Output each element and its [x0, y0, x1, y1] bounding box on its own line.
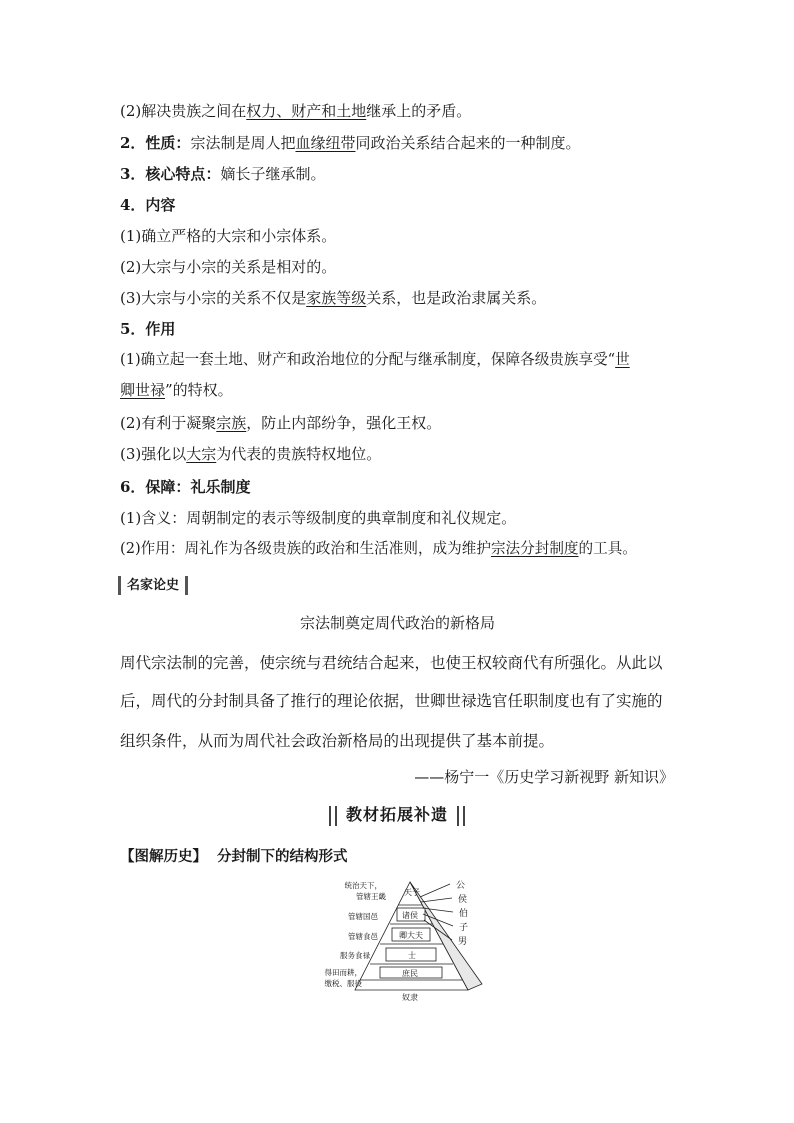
pyramid-note: 缴税、服役	[324, 979, 362, 988]
text-segment: ”的特权。	[165, 381, 233, 399]
underlined-text: 家族等级	[306, 289, 367, 307]
text-line-10	[120, 380, 233, 400]
quote-line: 组织条件，从而为周代社会政治新格局的出现提供了基本前提。	[120, 732, 555, 750]
figure-title	[120, 845, 348, 866]
quote-title: 宗法制奠定周代政治的新格局	[299, 614, 495, 632]
figure-caption: 分封制下的结构形式	[217, 849, 348, 865]
text-segment: (3)强化以	[120, 445, 187, 463]
text-line-14	[120, 508, 516, 528]
text-line-1	[120, 101, 471, 121]
text-segment: (2)作用：周礼作为各级贵族的政治和生活准则，成为维护	[120, 540, 491, 557]
pyramid-note: 统治天下，	[344, 881, 382, 890]
pyramid-note: 管辖国邑	[348, 912, 378, 921]
text-segment: (1)确立起一套土地、财产和政治地位的分配与继承制度，保障各级贵族享受“	[120, 351, 616, 368]
pyramid-diagram	[300, 872, 500, 1007]
underlined-text: 世	[615, 351, 630, 368]
item-label: 6．保障：	[120, 478, 191, 496]
pyramid-level-label: 卿大夫	[399, 931, 423, 940]
rank-label: 男	[458, 937, 468, 947]
item-label: 4．内容	[120, 196, 176, 214]
text-segment: (1)确立严格的大宗和小宗体系。	[120, 227, 337, 245]
item-label: 5．作用	[120, 320, 176, 338]
text-segment: 同政治关系结合起来的一种制度。	[355, 134, 581, 152]
text-segment: (3)大宗与小宗的关系不仅是	[120, 289, 307, 307]
section-tag: 名家论史	[118, 576, 188, 595]
text-line-4	[120, 195, 175, 215]
banner-bar	[335, 806, 337, 826]
text-segment: (2)有利于凝聚	[120, 414, 217, 432]
banner-bar	[329, 806, 331, 826]
pyramid-note: 管辖食邑	[348, 932, 378, 941]
section-banner-text: 教材拓展补遗	[345, 805, 448, 824]
text-line-9	[120, 350, 630, 370]
underlined-text: 卿世禄	[120, 381, 166, 399]
underlined-text: 宗族	[216, 414, 247, 432]
text-line-3	[120, 164, 325, 184]
text-segment: 为代表的贵族特权地位。	[216, 445, 382, 463]
pyramid-level-label: 奴隶	[402, 993, 418, 1002]
banner-bar	[463, 806, 465, 826]
quote-line: 后，周代的分封制具备了推行的理论依据，世卿世禄选官任职制度也有了实施的	[120, 692, 663, 710]
text-segment: (2)大宗与小宗的关系是相对的。	[120, 258, 337, 276]
text-segment: (1)含义：周朝制定的表示等级制度的典章制度和礼仪规定。	[120, 509, 517, 527]
text-segment: (2)解决贵族之间在	[120, 102, 247, 120]
rank-label: 侯	[458, 895, 468, 905]
underlined-text: 权力、财产和土地	[246, 102, 367, 120]
pyramid-note: 服务食禄	[340, 951, 370, 960]
text-segment: 关系，也是政治隶属关系。	[366, 289, 547, 307]
pyramid-note: 得田而耕，	[324, 968, 362, 977]
pyramid-level-label: 天子	[404, 888, 420, 897]
text-line-2	[120, 133, 580, 153]
text-line-5	[120, 226, 336, 246]
rank-label: 伯	[459, 909, 469, 919]
banner-bar	[457, 806, 459, 826]
underlined-text: 宗法分封制度	[490, 540, 579, 557]
pyramid-level-label: 诸侯	[402, 911, 418, 920]
item-label: 2．性质：	[120, 134, 191, 152]
pyramid-note: 管辖王畿	[356, 892, 386, 901]
quote-attribution: ——杨宁一《历史学习新视野 新知识》	[414, 768, 674, 786]
figure-label: 【图解历史】	[120, 849, 207, 865]
text-segment: 的工具。	[578, 540, 637, 557]
pyramid-level-label: 庶民	[402, 969, 418, 978]
section-banner	[0, 802, 794, 826]
text-segment: 继承上的矛盾。	[366, 102, 472, 120]
item-label: 礼乐制度	[190, 478, 251, 496]
text-segment: 嫡长子继承制。	[220, 165, 326, 183]
text-segment: ，防止内部纷争，强化王权。	[246, 414, 442, 432]
text-segment: 宗法制是周人把	[190, 134, 296, 152]
text-line-15	[120, 539, 637, 559]
text-line-13	[120, 477, 250, 497]
underlined-text: 大宗	[186, 445, 217, 463]
pyramid-level-label: 士	[408, 951, 416, 960]
text-line-11	[120, 413, 441, 433]
rank-label: 子	[459, 923, 469, 933]
text-line-7	[120, 288, 546, 308]
text-line-6	[120, 257, 336, 277]
item-label: 3．核心特点：	[120, 165, 221, 183]
quote-line: 周代宗法制的完善，使宗统与君统结合起来，也使王权较商代有所强化。从此以	[120, 654, 663, 672]
underlined-text: 血缘纽带	[295, 134, 356, 152]
text-line-12	[120, 444, 381, 464]
rank-label: 公	[456, 881, 466, 891]
text-line-8	[120, 319, 175, 339]
